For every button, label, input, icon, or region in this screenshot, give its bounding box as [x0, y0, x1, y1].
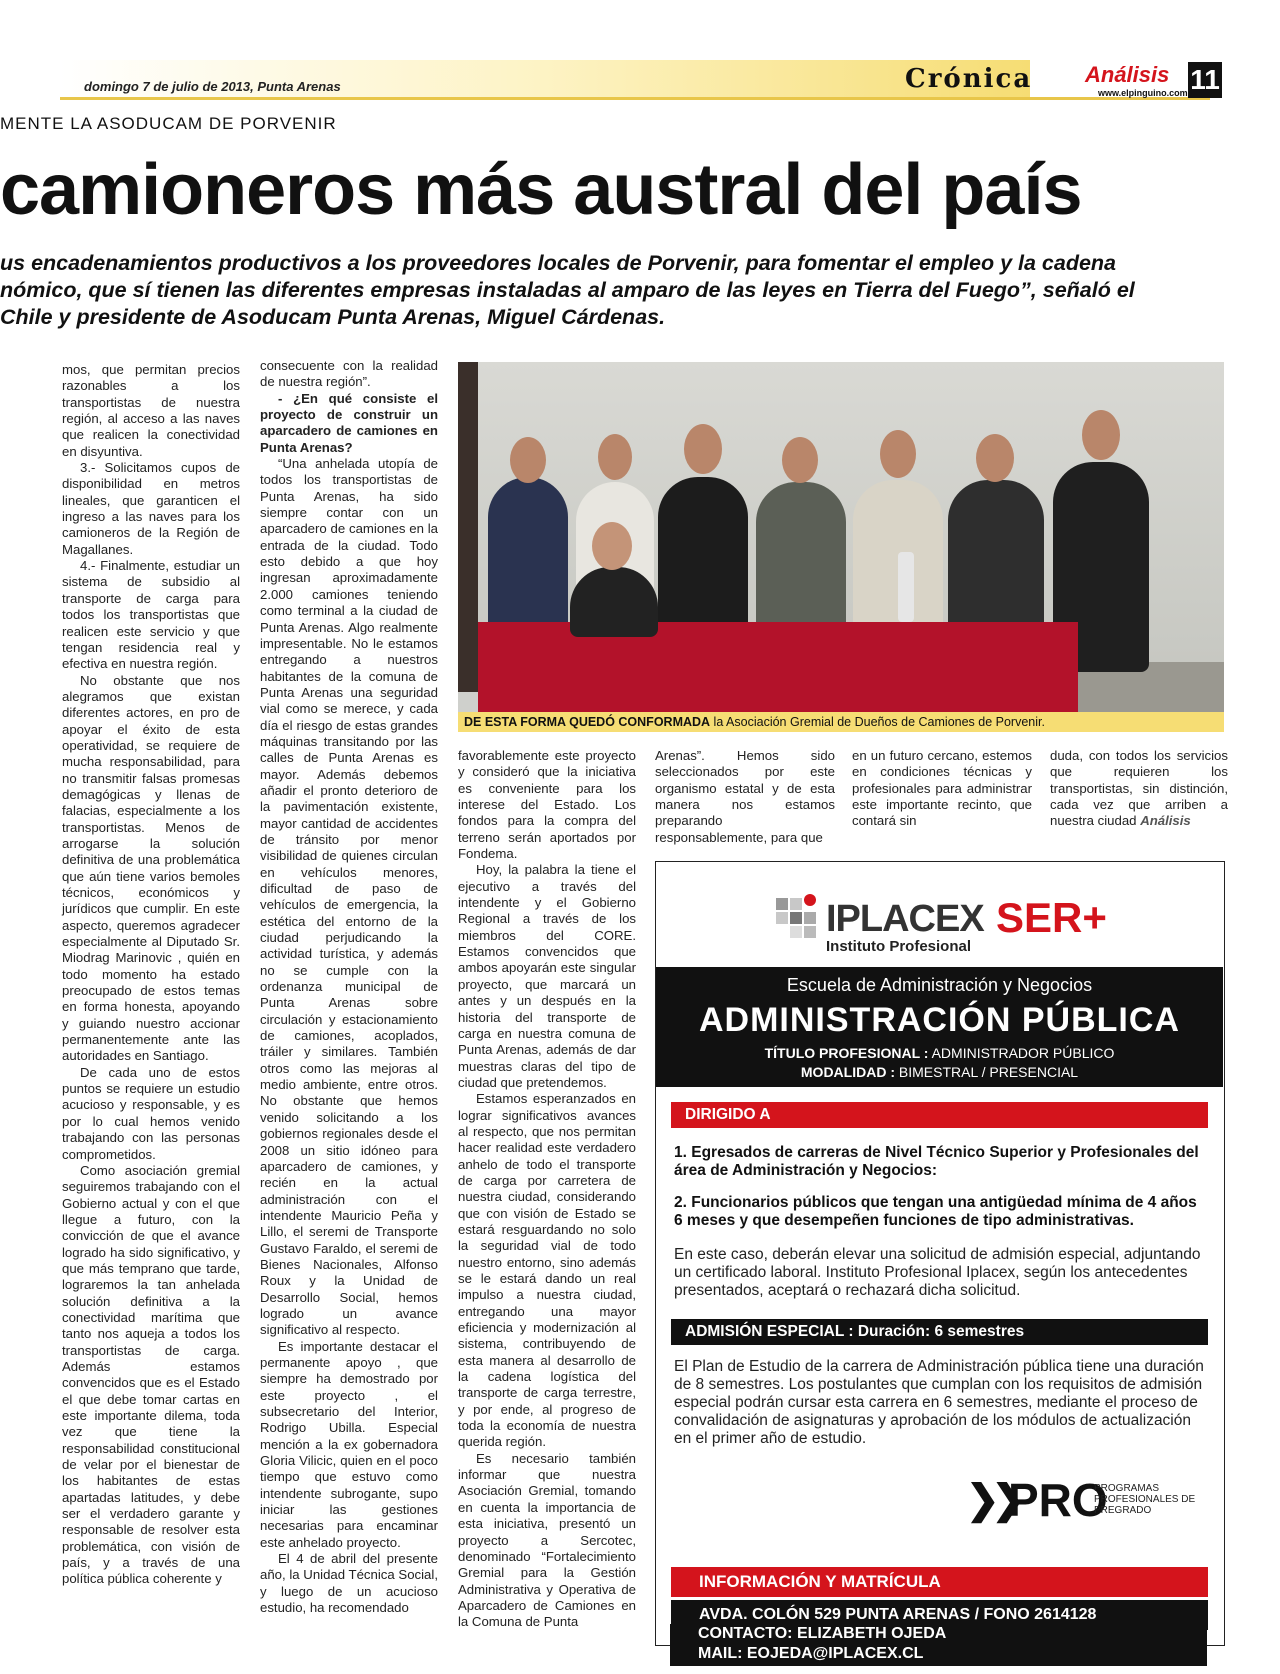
issue-date: domingo 7 de julio de 2013, Punta Arenas: [84, 79, 341, 94]
paragraph: Es importante destacar el permanente apoyo , que siempre ha demostrado por este proyecto , el subsecretario del Interior, Rodrigo Ubilla. Especial mención a la ex gobernadora Gloria Vilicic, quien en el poco tiempo que estuvo como intendente subrogante, supo iniciar las gestiones necesarias para encaminar este anhelado proyecto.: [260, 1338, 438, 1550]
iplacex-logo: [766, 890, 1166, 955]
water-bottle: [898, 552, 914, 622]
article-column-4: [655, 748, 835, 846]
paragraph: Es necesario también informar que nuestra Asociación Gremial, tomando en cuenta la importancia de esta iniciativa, presentó un proyecto a Sercotec, denominado “Fortalecimiento Gremial para la Gestión Administrativa y Operativa de Aparcadero de Camiones en la Comuna de Punta: [458, 1450, 636, 1630]
logo-pixel: [790, 912, 802, 924]
article-deck: [0, 250, 1230, 331]
deck-line: nómico, que sí tienen las diferentes empresas instaladas al amparo de las leyes en Tierra del Fuego”, señaló el: [0, 278, 1135, 302]
logo-pixel: [804, 926, 816, 938]
logo-dot: [804, 894, 816, 906]
logo-pixel: [790, 926, 802, 938]
modality: [656, 1064, 1223, 1080]
paragraph: [1050, 748, 1228, 830]
photo-caption: [458, 712, 1224, 732]
paragraph: De cada uno de estos puntos se requiere un estudio acucioso y responsable, y es por lo cual hemos venido trabajando con las personas comprometidos.: [62, 1064, 240, 1162]
brand-logo: Análisis: [1085, 62, 1170, 87]
program-banner: [656, 967, 1223, 1087]
pro-logo: [966, 1474, 1206, 1527]
person-figure: [570, 567, 658, 637]
program-name: ADMINISTRACIÓN PÚBLICA: [699, 1001, 1180, 1039]
contact-email[interactable]: MAIL: EOJEDA@IPLACEX.CL: [670, 1644, 1207, 1666]
modality-value: BIMESTRAL / PRESENCIAL: [898, 1064, 1079, 1080]
paragraph: 3.- Solicitamos cupos de disponibilidad en metros lineales, que garanticen el ingreso a las naves para los camioneros de la Región de Magallanes.: [62, 460, 240, 557]
study-plan-text: El Plan de Estudio de la carrera de Administración pública tiene una duración de 8 semestres. Los postulantes que cumplan con los requisitos de admisión especial podrán cursar esta carrera en 6 semestres, mediante el proceso de convalidación de asignaturas y aprobación de los módulos de actualización en el primer año de estudio.: [674, 1358, 1204, 1447]
special-admission-note: En este caso, deberán elevar una solicitud de admisión especial, adjuntando un certificado laboral. Instituto Profesional Iplacex, según los antecedentes presentados, aceptará o rechazará dicha solicitud.: [674, 1246, 1201, 1299]
paragraph: Estamos esperanzados en lograr significativos avances al respecto, que nos permitan hacer realidad este verdadero anhelo de todo el transporte de carga por carretera de nuestra ciudad, considerando que con visión de Estado se estará resguardando no solo la seguridad vial de todo nuestro entorno, sino además se le estará dando un real impulso a nuestra ciudad, entregando una mayor eficiencia y modernización al sistema, contribuyendo de esta manera al desarrollo de la cadena logística del transporte de carga terrestre, y por ende, al progreso de toda la economía de nuestra querida región.: [458, 1091, 636, 1450]
logo-pixel: [790, 898, 802, 910]
closing-text: duda, con todos los servicios que requieren los transportistas, sin distinción, cada vez que arriben a nuestra ciudad: [1050, 748, 1228, 829]
pro-subtitle: PROGRAMAS PROFESIONALES DE PREGRADO: [1094, 1483, 1196, 1516]
person-head: [976, 434, 1014, 482]
article-column-2: [260, 358, 438, 1616]
degree-value: ADMINISTRADOR PÚBLICO: [931, 1045, 1115, 1061]
modality-label: MODALIDAD :: [800, 1064, 895, 1080]
paragraph: No obstante que nos alegramos que existan diferentes actores, en pro de apoyar el éxito de esta operatividad, se requiere de mucha responsabilidad, para no transmitir falsas promesas demagógicas y llenas de falacias, especialmente a los transportistas. Menos de arrogarse la solución definitiva de una problemática que aún tiene varios bemoles técnicos, económicos y jurídicos que cumplir. En este aspecto, queremos agradecer especialmente al Diputado Sr. Miodrag Marinovic , quién en todo momento ha estado preocupado de estos temas en forma honesta, apoyando y guiando nuestro accionar permanentemente ante las autoridades en Santiago.: [62, 672, 240, 1064]
degree-label: TÍTULO PROFESIONAL :: [764, 1045, 929, 1061]
requirement-2: 2. Funcionarios públicos que tengan una antigüedad mínima de 4 años 6 meses y que desempeñen funciones de tipo administrativas.: [674, 1194, 1197, 1229]
header-rule: [60, 97, 1210, 100]
special-admission-heading: ADMISIÓN ESPECIAL : Duración: 6 semestres: [671, 1319, 1208, 1345]
deck-line: Chile y presidente de Asoducam Punta Arenas, Miguel Cárdenas.: [0, 305, 666, 329]
article-column-6: [1050, 748, 1228, 830]
person-head: [880, 430, 916, 478]
iplacex-advertisement[interactable]: [655, 861, 1225, 1646]
group-photo: [458, 362, 1224, 732]
pro-wordmark: PRO: [1008, 1474, 1108, 1526]
double-chevron-icon: ❯❯: [966, 1478, 1018, 1522]
enrollment-heading: INFORMACIÓN Y MATRÍCULA: [671, 1567, 1208, 1597]
signoff-logo: Análisis: [1140, 813, 1191, 829]
caption-text: la Asociación Gremial de Dueños de Camiones de Porvenir.: [713, 715, 1045, 729]
logo-pixel: [776, 898, 788, 910]
brand-website: www.elpinguino.com: [1098, 88, 1188, 98]
paragraph: favorablemente este proyecto y consideró que la iniciativa es conveniente para los interese del Estado. Los fondos para la compra del terreno serán aportados por Fondema.: [458, 748, 636, 862]
logo-pixel: [804, 912, 816, 924]
person-head: [592, 522, 632, 570]
page-number: 11: [1188, 62, 1222, 98]
degree-title: [656, 1045, 1223, 1061]
paragraph: mos, que permitan precios razonables a los transportistas de nuestra región, al acceso a las naves que realicen la conectividad en disyuntiva.: [62, 362, 240, 459]
paragraph: en un futuro cercano, estemos en condiciones técnicas y profesionales para administrar este importante recinto, que contará sin: [852, 748, 1032, 829]
target-audience-heading: DIRIGIDO A: [671, 1102, 1208, 1128]
person-head: [598, 434, 632, 480]
paragraph: Como asociación gremial seguiremos trabajando con el Gobierno actual y con el que llegue a futuro, con la convicción de que el avance logrado ha sido significativo, y que más temprano que tarde, lograremos la tan anhelada solución definitiva a la conectividad marítima que tanto nos aqueja a todos los transportistas de carga. Además estamos convencidos que es el Estado el que debe tomar cartas en este importante dilema, toda vez que tiene la responsabilidad constitucional de velar por el bienestar de los habitantes de estas apartadas latitudes, y debe ser el verdadero garante y responsable de resolver esta problemática, con visión de país, y a través de una política pública coherente y: [62, 1162, 240, 1587]
ser-plus-wordmark: SER+: [996, 894, 1107, 941]
person-head: [510, 437, 546, 483]
photo-curtain: [458, 362, 478, 692]
paragraph: 4.- Finalmente, estudiar un sistema de subsidio al transporte de carga para todos los transportistas que realicen este servicio y que tengan residencia real y efectiva en nuestra región.: [62, 558, 240, 672]
person-head: [1082, 410, 1120, 460]
paragraph: consecuente con la realidad de nuestra región”.: [260, 358, 438, 390]
section-title: Crónica: [905, 64, 1033, 94]
paragraph: “Una anhelada utopía de todos los transportistas de Punta Arenas, ha sido siempre contar con un aparcadero de camiones en la entrada de la ciudad. Todo esto debido a que hoy ingresan aproximadamente 2.000 camiones teniendo como terminal a la ciudad de Punta Arenas. Algo realmente impresentable. No le estamos entregando a nuestros habitantes de la comuna de Punta Arenas una seguridad vial como se merece, y cada día el riesgo de estas grandes máquinas transitando por las calles de Punta Arenas es mayor. Además debemos añadir el pronto deterioro de la pavimentación existente, mayor cantidad de accidentes de tránsito por menor visibilidad de quienes circulan en vehículos menores, dificultad de paso de vehículos de emergencia, la estética del entorno de la ciudad perjudicando la actividad turística, y además no se cumple con la ordenanza municipal de Punta Arenas sobre circulación y estacionamiento de camiones, acoplados, tráiler y similares. También otros como las mejoras al medio ambiente, entre otros. No obstante que hemos venido solicitando a los gobiernos regionales desde el 2008 un sitio idóneo para aparcadero de camiones, y recién en la actual administración con el intendente Mauricio Peña y Lillo, el seremi de Transporte Gustavo Faraldo, el seremi de Bienes Nacionales, Alfonso Roux y la Unidad de Desarrollo Social, hemos logrado un avance significativo al respecto.: [260, 456, 438, 1338]
article-headline: camioneros más austral del país: [0, 150, 1082, 230]
article-column-1: [62, 362, 240, 1588]
interview-question: - ¿En qué consiste el proyecto de construir un aparcadero de camiones en Punta Arenas?: [260, 390, 438, 455]
paragraph: El 4 de abril del presente año, la Unidad Técnica Social, y luego de un acucioso estudio, ha recomendado: [260, 1551, 438, 1616]
article-kicker: MENTE LA ASODUCAM DE PORVENIR: [0, 114, 337, 133]
caption-lead: DE ESTA FORMA QUEDÓ CONFORMADA: [464, 715, 711, 729]
school-name: Escuela de Administración y Negocios: [786, 975, 1093, 995]
paragraph: Arenas”. Hemos sido seleccionados por este organismo estatal y de esta manera nos estamos preparando responsablemente, para que: [655, 748, 835, 845]
article-column-3: [458, 748, 636, 1631]
article-column-5: [852, 748, 1032, 830]
contact-person: CONTACTO: ELIZABETH OJEDA: [670, 1624, 1207, 1644]
requirement-1: 1. Egresados de carreras de Nivel Técnico Superior y Profesionales del área de Administración y Negocios:: [674, 1144, 1199, 1179]
person-head: [782, 437, 818, 483]
person-head: [684, 424, 722, 474]
paragraph: Hoy, la palabra la tiene el ejecutivo a través del intendente y el Gobierno Regional a través de los miembros del CORE. Estamos convencidos que ambos apoyarán este singular proyecto, que marcará un antes y un después en la historia del transporte de carga en nuestra comuna de Punta Arenas, además de dar muestras claras del tipo de ciudad que pretendemos.: [458, 862, 636, 1090]
contact-address: AVDA. COLÓN 529 PUNTA ARENAS / FONO 2614128: [671, 1600, 1208, 1630]
iplacex-wordmark: IPLACEX: [826, 898, 984, 940]
deck-line: us encadenamientos productivos a los proveedores locales de Porvenir, para fomentar el empleo y la cadena: [0, 251, 1117, 275]
logo-pixel: [776, 912, 788, 924]
institute-label: Instituto Profesional: [826, 938, 972, 955]
